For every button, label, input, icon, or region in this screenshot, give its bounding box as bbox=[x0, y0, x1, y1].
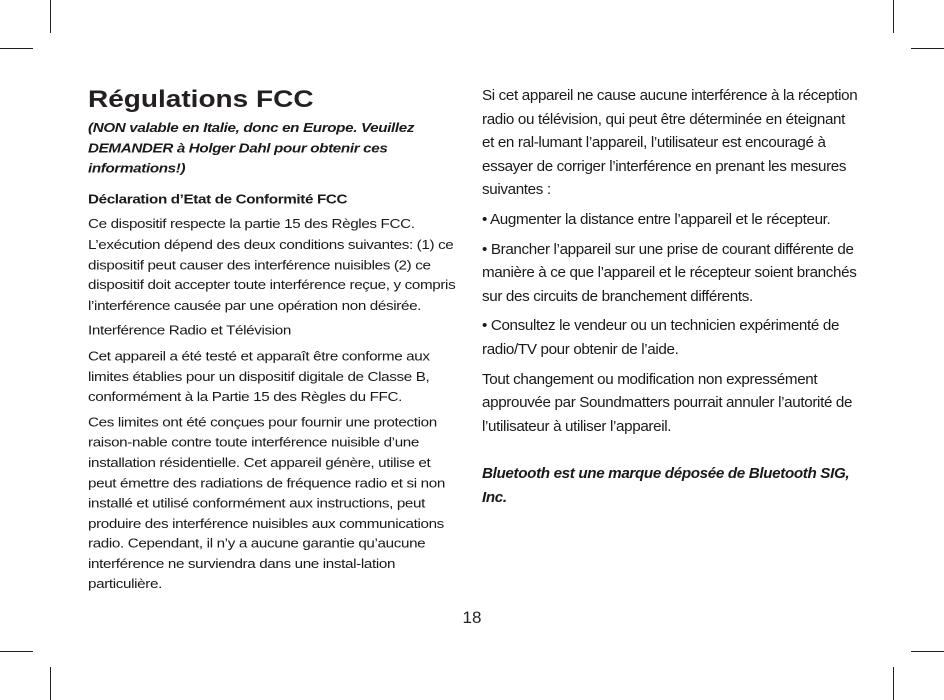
right-column bbox=[482, 84, 860, 516]
warning-paragraph: Tout changement ou modification non expressément approuvée par Soundmatters pourrait annuler l’autorité de l’utilisateur à utiliser l’appareil. bbox=[482, 370, 853, 435]
limits-paragraph: Ces limites ont été conçues pour fournir une protection raison-nable contre toute interférence nuisible d’une installation résidentielle. Cet appareil génère, utilise et peut émettre des radiations de fréquence radio et si non installé et utilisé conformément aux instructions, peut produire des interférence nuisibles aux communications radio. Cependant, il n’y a aucune garantie qu’aucune interférence ne surviendra dans une instal-lation particulière. bbox=[88, 415, 445, 592]
intro-paragraph: Si cet appareil ne cause aucune interférence à la réception radio ou télévision, qui peut être déterminée en éteignant et en ral-lumant l’appareil, l’utilisateur est encouragé à essayer de corriger l’interférence en prenant les mesures suivantes : bbox=[482, 87, 858, 199]
page-title: Régulations FCC bbox=[88, 85, 314, 113]
page-number: 18 bbox=[462, 608, 482, 627]
left-column bbox=[88, 84, 460, 600]
crop-mark-bottom-right-vertical bbox=[893, 667, 894, 700]
compliance-paragraph: Cet appareil a été testé et apparaît être conforme aux limites établies pour un dispositif digitale de Classe B, conformément à la Partie 15 des Règles du FFC. bbox=[88, 349, 430, 405]
declaration-paragraph: Ce dispositif respecte la partie 15 des Règles FCC. L’exécution dépend des deux conditions suivantes: (1) ce dispositif peut causer des interférence nuisibles (2) ce dispositif doit accepter toute interférence reçue, y compris l’interférence causée par une opération non désirée. bbox=[88, 217, 456, 314]
crop-mark-bottom-left-vertical bbox=[50, 667, 51, 700]
crop-mark-top-right-horizontal bbox=[911, 48, 944, 49]
declaration-heading: Déclaration d’Etat de Conformité FCC bbox=[88, 191, 348, 207]
interference-heading: Interférence Radio et Télévision bbox=[88, 323, 291, 339]
trademark-note: Bluetooth est une marque déposée de Bluetooth SIG, Inc. bbox=[482, 465, 850, 506]
crop-mark-bottom-right-horizontal bbox=[911, 651, 944, 652]
crop-mark-top-right-vertical bbox=[893, 0, 894, 33]
bullet-item: • Brancher l’appareil sur une prise de courant différente de manière à ce que l’appareil et le récepteur soient branchés sur des circuits de branchement différents. bbox=[482, 240, 857, 305]
bullet-item: • Consultez le vendeur ou un technicien expérimenté de radio/TV pour obtenir de l’aide. bbox=[482, 317, 840, 358]
crop-mark-bottom-left-horizontal bbox=[0, 651, 33, 652]
italic-note: (NON valable en Italie, donc en Europe. Veuillez DEMANDER à Holger Dahl pour obtenir ces informations!) bbox=[88, 120, 415, 177]
bullet-item: • Augmenter la distance entre l’appareil et le récepteur. bbox=[482, 210, 831, 228]
crop-mark-top-left-vertical bbox=[50, 0, 51, 33]
crop-mark-top-left-horizontal bbox=[0, 48, 33, 49]
